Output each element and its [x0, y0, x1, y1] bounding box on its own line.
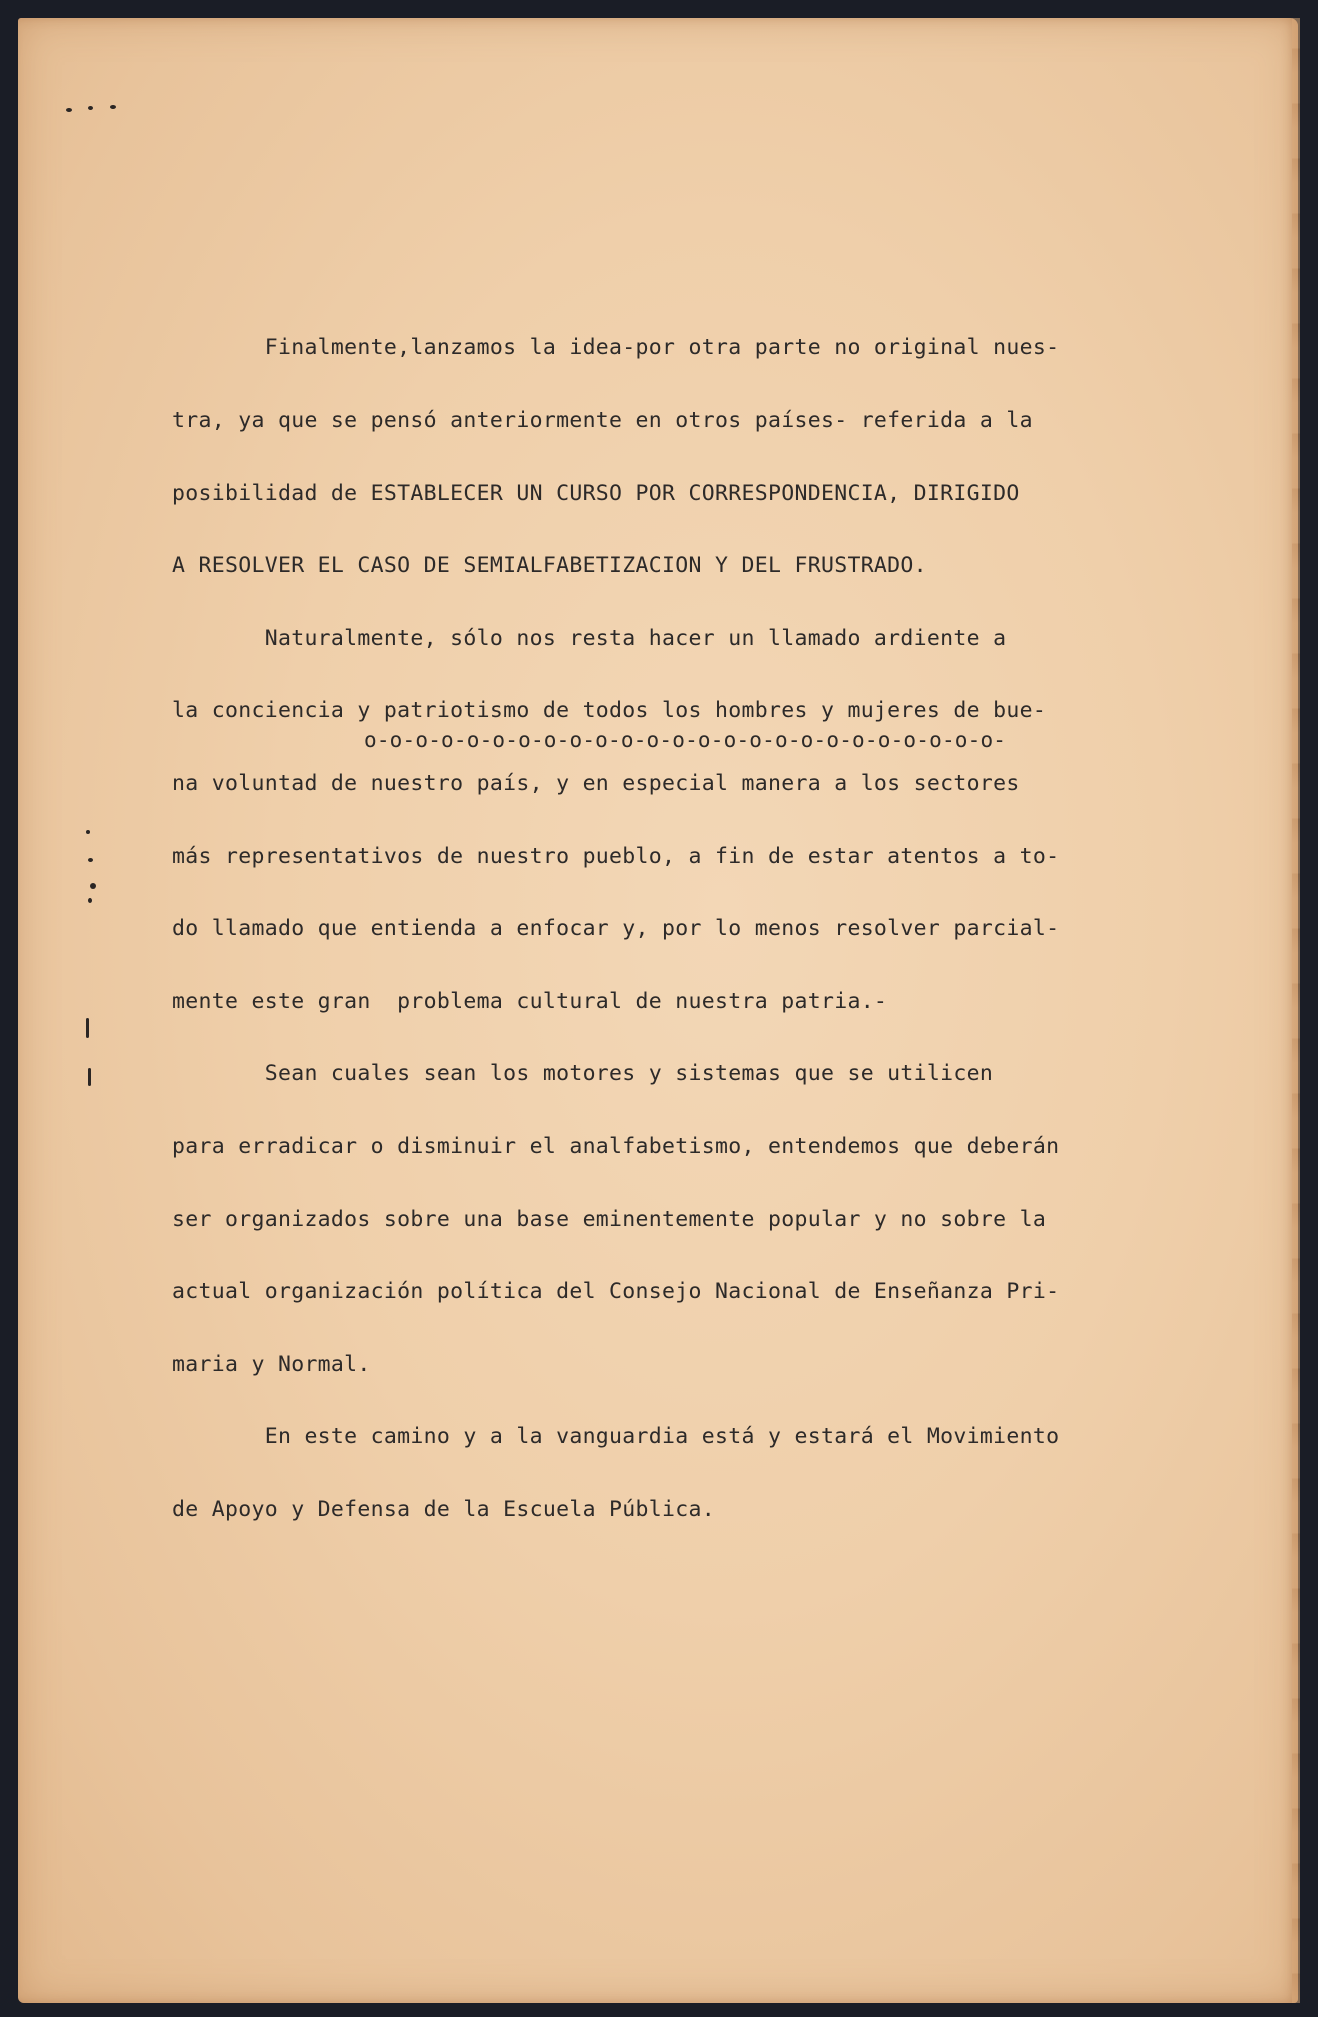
text-line: A RESOLVER EL CASO DE SEMIALFABETIZACION Y DEL FRUSTRADO.: [172, 553, 927, 579]
text-line: de Apoyo y Defensa de la Escuela Pública.: [172, 1496, 716, 1522]
text-line: más representativos de nuestro pueblo, a fin de estar atentos a to-: [172, 843, 1060, 869]
separator-line: o-o-o-o-o-o-o-o-o-o-o-o-o-o-o-o-o-o-o-o-o-o-o-o-o-: [364, 728, 1007, 752]
text-line: ser organizados sobre una base eminentemente popular y no sobre la: [172, 1206, 1047, 1232]
text-line: En este camino y a la vanguardia está y estará el Movimiento: [172, 1424, 1060, 1450]
text-line: actual organización política del Consejo Nacional de Enseñanza Pri-: [172, 1279, 1060, 1305]
ink-speck: [88, 106, 93, 110]
ink-speck: [66, 108, 72, 112]
typed-text-block: [172, 288, 1152, 1571]
text-line: para erradicar o disminuir el analfabetismo, entendemos que deberán: [172, 1133, 1060, 1159]
ink-speck: [86, 830, 90, 834]
ink-speck: [110, 105, 116, 109]
ink-speck: [88, 858, 93, 862]
text-line: maria y Normal.: [172, 1351, 371, 1377]
ink-speck: [88, 898, 92, 903]
ink-speck: [88, 1068, 91, 1086]
text-line: Sean cuales sean los motores y sistemas que se utilicen: [172, 1061, 994, 1087]
text-line: mente este gran problema cultural de nuestra patria.-: [172, 988, 888, 1014]
text-line: Naturalmente, sólo nos resta hacer un llamado ardiente a: [172, 625, 1007, 651]
ink-speck: [90, 883, 96, 889]
text-line: do llamado que entienda a enfocar y, por lo menos resolver parcial-: [172, 916, 1060, 942]
text-line: Finalmente,lanzamos la idea-por otra parte no original nues-: [172, 335, 1060, 361]
text-line: tra, ya que se pensó anteriormente en otros países- referida a la: [172, 408, 1033, 433]
text-line: posibilidad de ESTABLECER UN CURSO POR CORRESPONDENCIA, DIRIGIDO: [172, 480, 1020, 506]
text-line: na voluntad de nuestro país, y en especial manera a los sectores: [172, 770, 1020, 796]
document-page: [18, 18, 1298, 2003]
text-line: la conciencia y patriotismo de todos los hombres y mujeres de bue-: [172, 698, 1047, 724]
ink-speck: [86, 1018, 89, 1038]
